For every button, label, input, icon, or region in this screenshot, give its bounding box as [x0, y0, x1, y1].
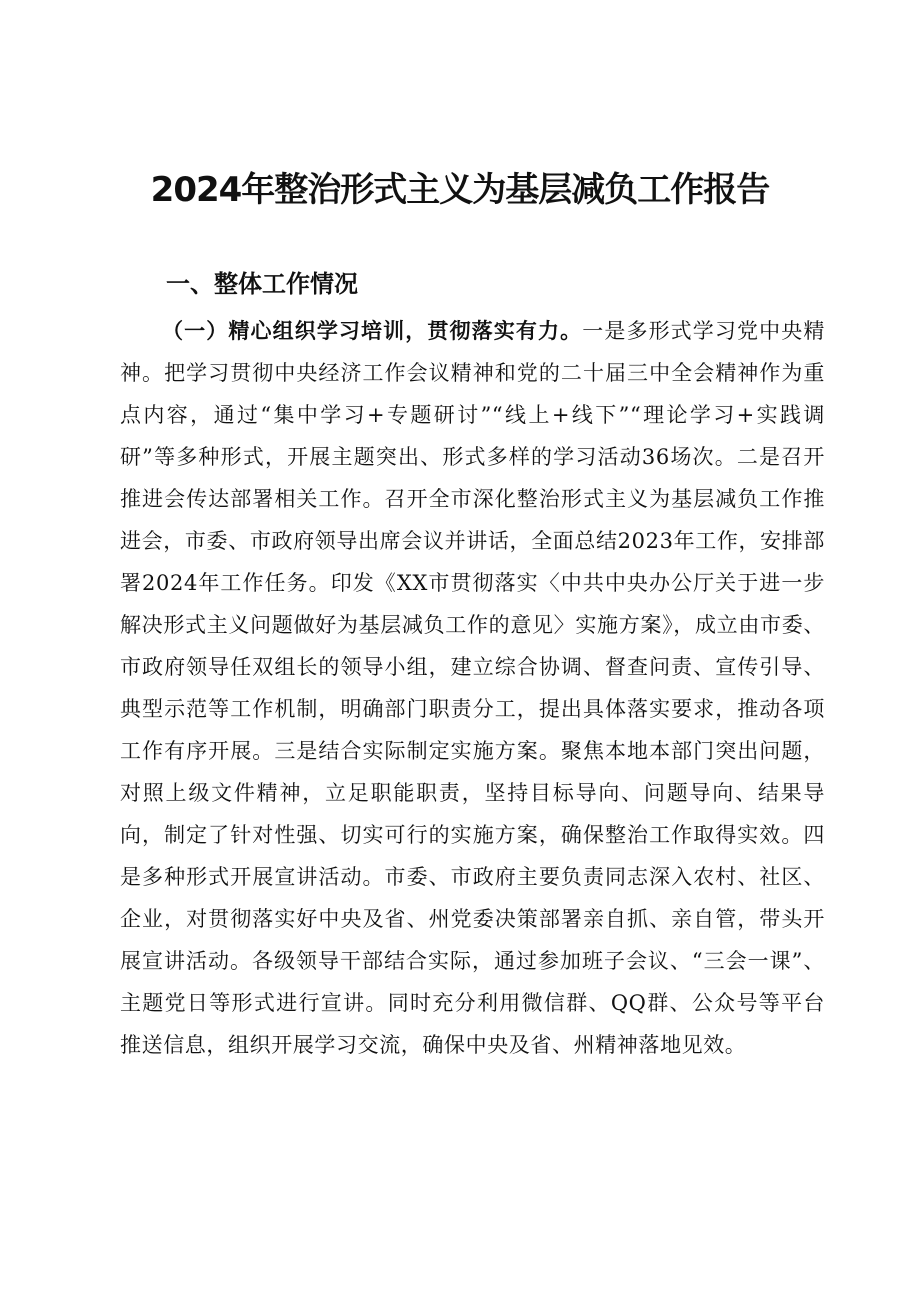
document-title: 2024年整治形式主义为基层减负工作报告 — [150, 170, 770, 210]
body-paragraph — [120, 310, 825, 1066]
section-heading: 一、整体工作情况 — [166, 270, 358, 298]
paragraph-lead: （一）精心组织学习培训，贯彻落实有力。 — [162, 318, 583, 343]
paragraph-body: 一是多形式学习党中央精神。把学习贯彻中央经济工作会议精神和党的二十届三中全会精神作为重点内容，通过“集中学习+专题研讨”“线上+线下”“理论学习+实践调研”等多种形式，开展主题突出、形式多样的学习活动36场次。二是召开推进会传达部署相关工作。召开全市深化整治形式主义为基层减负工作推进会，市委、市政府领导出席会议并讲话，全面总结2023年工作，安排部署2024年工作任务。印发《XX市贯彻落实〈中共中央办公厅关于进一步解决形式主义问题做好为基层减负工作的意见〉实施方案》，成立由市委、市政府领导任双组长的领导小组，建立综合协调、督查问责、宣传引导、典型示范等工作机制，明确部门职责分工，提出具体落实要求，推动各项工作有序开展。三是结合实际制定实施方案。聚焦本地本部门突出问题，对照上级文件精神，立足职能职责，坚持目标导向、问题导向、结果导向，制定了针对性强、切实可行的实施方案，确保整治工作取得实效。四是多种形式开展宣讲活动。市委、市政府主要负责同志深入农村、社区、企业，对贯彻落实好中央及省、州党委决策部署亲自抓、亲自管，带头开展宣讲活动。各级领导干部结合实际，通过参加班子会议、“三会一课”、主题党日等形式进行宣讲。同时充分利用微信群、QQ群、公众号等平台推送信息，组织开展学习交流，确保中央及省、州精神落地见效。 — [120, 319, 825, 1057]
